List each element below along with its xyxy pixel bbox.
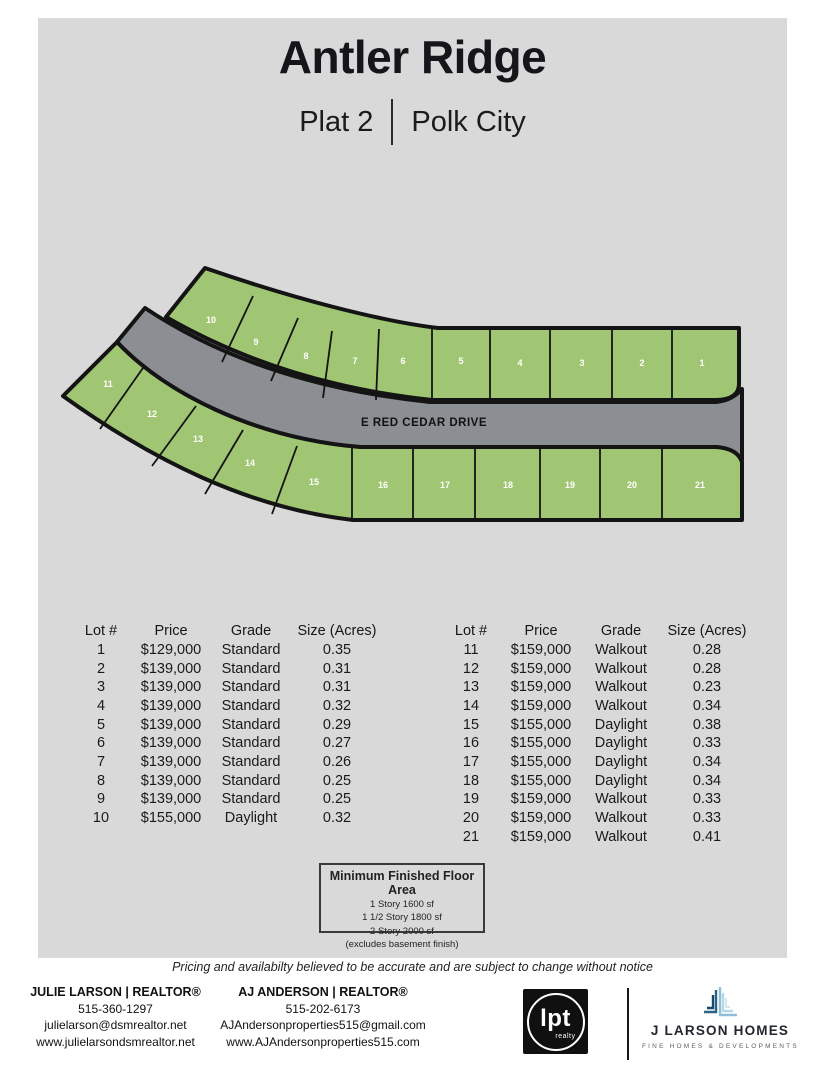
lot-number: 21 <box>694 480 706 490</box>
lpt-logo-subtext: realty <box>555 1032 576 1040</box>
table-cell: $139,000 <box>140 716 202 733</box>
lot-number: 13 <box>192 434 204 444</box>
table-cell: $139,000 <box>140 660 202 677</box>
table-cell: $159,000 <box>510 642 572 658</box>
table-cell: Daylight <box>594 735 648 752</box>
table-cell: 0.38 <box>692 716 722 733</box>
table-cell: Standard <box>221 698 281 715</box>
table-cell: $139,000 <box>140 791 202 808</box>
table-header: Price <box>154 623 188 640</box>
table-cell: 19 <box>462 791 480 808</box>
table-cell: 0.34 <box>692 754 722 771</box>
lot-number: 1 <box>699 358 705 368</box>
table-cell: Walkout <box>595 642 647 658</box>
table-cell: 0.33 <box>692 735 722 752</box>
table-cell: $139,000 <box>140 679 202 696</box>
agent-contact-aj <box>213 984 433 1050</box>
table-cell: Standard <box>221 660 281 677</box>
agent-website: www.AJAndersonproperties515.com <box>226 1034 420 1049</box>
lot-number: 4 <box>517 358 523 368</box>
table-header: Lot # <box>454 623 488 640</box>
lot-table-south <box>443 622 755 846</box>
table-header: Size (Acres) <box>297 623 377 640</box>
table-cell: $155,000 <box>510 754 572 771</box>
table-cell: 0.29 <box>322 716 352 733</box>
table-cell: Standard <box>221 754 281 771</box>
table-cell: 11 <box>463 642 479 658</box>
table-cell: $155,000 <box>510 772 572 789</box>
lot-number: 18 <box>502 480 514 490</box>
builder-name: J LARSON HOMES <box>650 1023 790 1038</box>
lot-number: 6 <box>400 356 406 366</box>
table-cell: $155,000 <box>140 810 202 827</box>
lot-number: 14 <box>244 458 256 468</box>
lot-number: 3 <box>579 358 585 368</box>
lpt-logo-ring <box>527 993 585 1051</box>
lot-number: 15 <box>308 477 320 487</box>
lpt-logo-text: lpt <box>540 1004 571 1032</box>
table-header: Size (Acres) <box>667 623 747 640</box>
subtitle-city: Polk City <box>411 105 526 138</box>
table-cell: 0.23 <box>692 679 722 696</box>
agent-phone: 515-360-1297 <box>78 1001 153 1016</box>
table-cell: Walkout <box>595 660 647 677</box>
floor-area-line: 2 Story 2000 sf <box>370 925 434 937</box>
agent-email: AJAndersonproperties515@gmail.com <box>220 1018 426 1032</box>
table-cell: $139,000 <box>140 754 202 771</box>
table-cell: $129,000 <box>140 642 202 658</box>
builder-tagline: FINE HOMES & DEVELOPMENTS <box>642 1043 799 1050</box>
table-cell: 6 <box>96 735 106 752</box>
page-title: Antler Ridge <box>278 31 547 83</box>
table-header: Lot # <box>84 623 118 640</box>
table-cell: Walkout <box>595 791 647 808</box>
table-header: Price <box>524 623 558 640</box>
table-cell: 0.26 <box>322 754 352 771</box>
table-cell: 0.27 <box>322 735 352 752</box>
lot-number: 20 <box>626 480 638 490</box>
disclaimer-text: Pricing and availabilty believed to be accurate and are subject to change without notice <box>172 960 653 974</box>
subtitle-plat: Plat 2 <box>299 105 374 138</box>
table-cell: 0.41 <box>692 828 722 845</box>
table-cell: Standard <box>221 679 281 696</box>
table-cell: 9 <box>96 791 106 808</box>
lot-number: 12 <box>146 409 158 419</box>
floor-area-line: 1 Story 1600 sf <box>370 899 434 911</box>
table-cell: 12 <box>462 660 480 677</box>
table-header: Grade <box>600 623 642 640</box>
lot-number: 9 <box>253 337 259 347</box>
table-cell: 18 <box>462 772 480 789</box>
lot-number: 11 <box>103 379 113 389</box>
lot-number: 5 <box>458 356 464 366</box>
agent-email: julielarson@dsmrealtor.net <box>44 1018 187 1032</box>
lot-number: 8 <box>303 351 309 361</box>
floor-area-line: (excludes basement finish) <box>345 938 459 950</box>
table-cell: $159,000 <box>510 828 572 845</box>
lot-number: 2 <box>639 358 645 368</box>
lot-number: 10 <box>205 315 217 325</box>
table-cell: $159,000 <box>510 660 572 677</box>
table-cell: 0.34 <box>692 772 722 789</box>
table-cell: 0.32 <box>322 698 352 715</box>
lot-number: 7 <box>352 356 358 366</box>
table-cell: 1 <box>96 642 106 658</box>
table-cell: $139,000 <box>140 772 202 789</box>
minimum-floor-area-box <box>319 863 485 950</box>
table-cell: 0.33 <box>692 791 722 808</box>
table-header: Grade <box>230 623 272 640</box>
footer-logo-divider <box>627 988 629 1060</box>
table-cell: $155,000 <box>510 716 572 733</box>
table-cell: Walkout <box>595 828 647 845</box>
jlarson-homes-icon <box>697 985 743 1021</box>
agent-contact-julie <box>18 984 213 1050</box>
table-cell: 3 <box>96 679 106 696</box>
table-cell: 8 <box>96 772 106 789</box>
table-cell: Standard <box>221 735 281 752</box>
table-cell: Daylight <box>594 772 648 789</box>
table-cell: Walkout <box>595 679 647 696</box>
table-cell: 0.25 <box>322 772 352 789</box>
table-cell: Standard <box>221 716 281 733</box>
floor-area-line: 1 1/2 Story 1800 sf <box>362 912 442 924</box>
table-cell: 0.34 <box>692 698 722 715</box>
table-cell: 16 <box>462 735 480 752</box>
table-cell: 0.31 <box>322 679 352 696</box>
table-cell: 7 <box>96 754 106 771</box>
builder-logo-block <box>642 985 798 1050</box>
table-cell: $159,000 <box>510 810 572 827</box>
table-cell: $159,000 <box>510 698 572 715</box>
agent-name: AJ ANDERSON | REALTOR® <box>238 985 408 999</box>
table-cell: $139,000 <box>140 698 202 715</box>
agent-name: JULIE LARSON | REALTOR® <box>30 985 201 999</box>
table-cell: 13 <box>462 679 480 696</box>
table-cell: Walkout <box>595 810 647 827</box>
lot-table-north <box>73 622 385 827</box>
table-cell: 0.25 <box>322 791 352 808</box>
lot-number: 19 <box>564 480 576 490</box>
floor-area-title: Minimum Finished Floor Area <box>329 869 475 897</box>
table-cell: 0.31 <box>322 660 352 677</box>
table-cell: Daylight <box>594 754 648 771</box>
table-cell: 0.28 <box>692 642 722 658</box>
table-cell: $139,000 <box>140 735 202 752</box>
table-cell: Walkout <box>595 698 647 715</box>
table-cell: 0.32 <box>322 810 352 827</box>
table-cell: $155,000 <box>510 735 572 752</box>
table-cell: 15 <box>462 716 480 733</box>
table-cell: 0.28 <box>692 660 722 677</box>
table-cell: Daylight <box>224 810 278 827</box>
table-cell: $159,000 <box>510 679 572 696</box>
table-cell: 17 <box>462 754 480 771</box>
table-cell: 20 <box>462 810 480 827</box>
table-cell: 21 <box>462 828 480 845</box>
table-cell: Standard <box>221 772 281 789</box>
agent-website: www.julielarsondsmrealtor.net <box>36 1034 195 1049</box>
lot-number: 16 <box>377 480 389 490</box>
table-cell: Standard <box>221 791 281 808</box>
table-cell: 0.33 <box>692 810 722 827</box>
lpt-realty-logo <box>523 989 588 1054</box>
table-cell: 4 <box>96 698 106 715</box>
table-cell: 0.35 <box>322 642 352 658</box>
street-label: E RED CEDAR DRIVE <box>360 417 488 429</box>
agent-phone: 515-202-6173 <box>285 1001 361 1016</box>
table-cell: Daylight <box>594 716 648 733</box>
table-cell: $159,000 <box>510 791 572 808</box>
table-cell: 2 <box>96 660 106 677</box>
table-cell: 5 <box>96 716 106 733</box>
table-cell: Standard <box>221 642 281 658</box>
table-cell: 14 <box>462 698 480 715</box>
lot-number: 17 <box>439 480 451 490</box>
table-cell: 10 <box>92 810 110 827</box>
